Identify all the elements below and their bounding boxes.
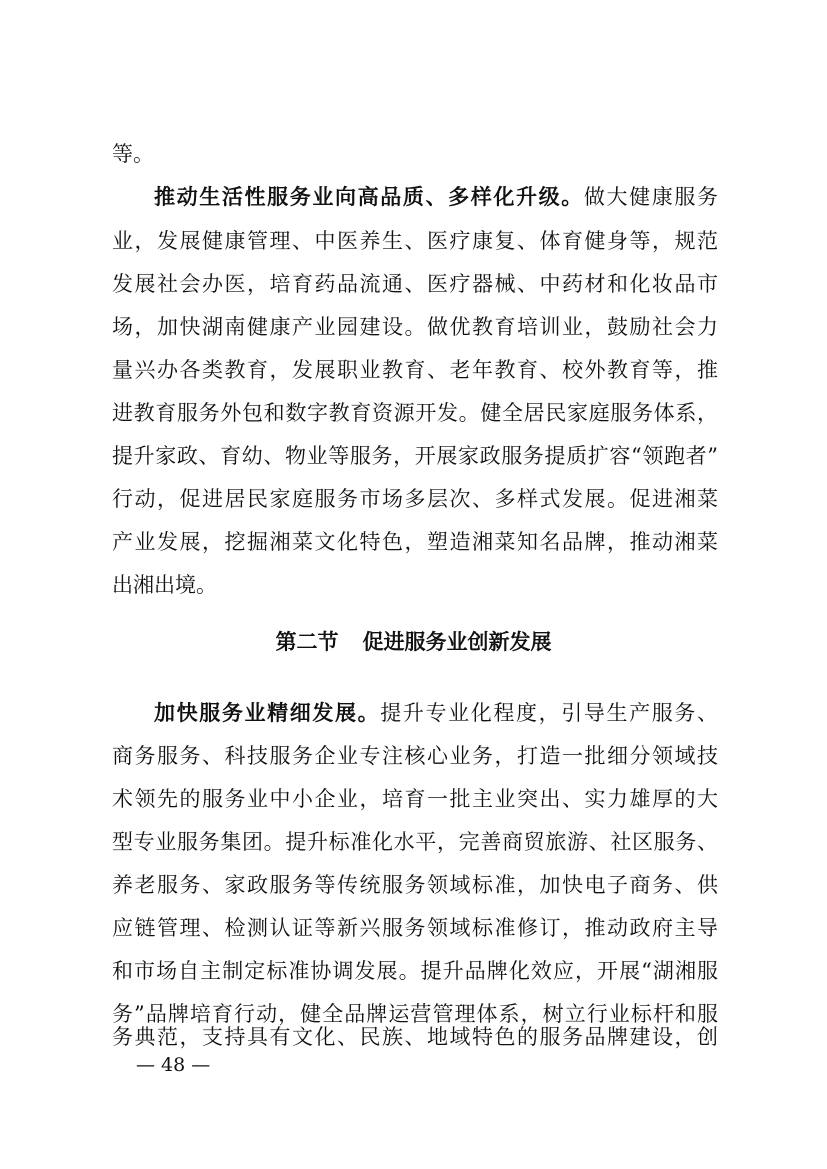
paragraph-line: 场，加快湖南健康产业园建设。做优教育培训业，鼓励社会力 bbox=[112, 315, 718, 339]
paragraph-lead-bold: 推动生活性服务业向高品质、多样化升级。 bbox=[154, 185, 584, 209]
paragraph-line: 行动，促进居民家庭服务市场多层次、多样式发展。促进湘菜 bbox=[112, 487, 718, 511]
paragraph-line: 量兴办各类教育，发展职业教育、老年教育、校外教育等，推 bbox=[112, 358, 718, 382]
continuation-line: 等。 bbox=[112, 142, 154, 166]
paragraph-text: 做大健康服务 bbox=[583, 185, 718, 209]
paragraph-line: 提升家政、育幼、物业等服务，开展家政服务提质扩容“领跑者” bbox=[112, 444, 718, 468]
paragraph-line: 商务服务、科技服务企业专注核心业务，打造一批细分领域技 bbox=[112, 744, 718, 768]
paragraph-line: 术领先的服务业中小企业，培育一批主业突出、实力雄厚的大 bbox=[112, 787, 718, 811]
paragraph-line: 产业发展，挖掘湘菜文化特色，塑造湘菜知名品牌，推动湘菜 bbox=[112, 530, 718, 554]
paragraph-line: 务典范，支持具有文化、民族、地域特色的服务品牌建设，创 bbox=[112, 1025, 718, 1049]
paragraph-line: 务”品牌培育行动，健全品牌运营管理体系，树立行业标杆和服 bbox=[112, 1002, 718, 1026]
paragraph-line bbox=[154, 698, 718, 728]
section-number: 第二节 bbox=[275, 630, 339, 654]
paragraph-lead-bold: 加快服务业精细发展。 bbox=[154, 701, 381, 725]
paragraph-line: 发展社会办医，培育药品流通、医疗器械、中药材和化妆品市 bbox=[112, 272, 718, 296]
paragraph-line: 和市场自主制定标准协调发展。提升品牌化效应，开展“湖湘服 bbox=[112, 959, 718, 983]
section-heading bbox=[0, 627, 827, 657]
paragraph-line: 养老服务、家政服务等传统服务领域标准，加快电子商务、供 bbox=[112, 873, 718, 897]
paragraph-line: 出湘出境。 bbox=[112, 573, 217, 597]
paragraph-line: 业，发展健康管理、中医养生、医疗康复、体育健身等，规范 bbox=[112, 229, 718, 253]
paragraph-line bbox=[154, 182, 718, 212]
page-number: — 48 — bbox=[136, 1054, 211, 1076]
paragraph-line: 型专业服务集团。提升标准化水平，完善商贸旅游、社区服务、 bbox=[112, 830, 718, 854]
paragraph-line: 进教育服务外包和数字教育资源开发。健全居民家庭服务体系， bbox=[112, 401, 718, 425]
section-title: 促进服务业创新发展 bbox=[362, 630, 552, 654]
paragraph-text: 提升专业化程度，引导生产服务、 bbox=[380, 701, 718, 725]
paragraph-line: 应链管理、检测认证等新兴服务领域标准修订，推动政府主导 bbox=[112, 916, 718, 940]
